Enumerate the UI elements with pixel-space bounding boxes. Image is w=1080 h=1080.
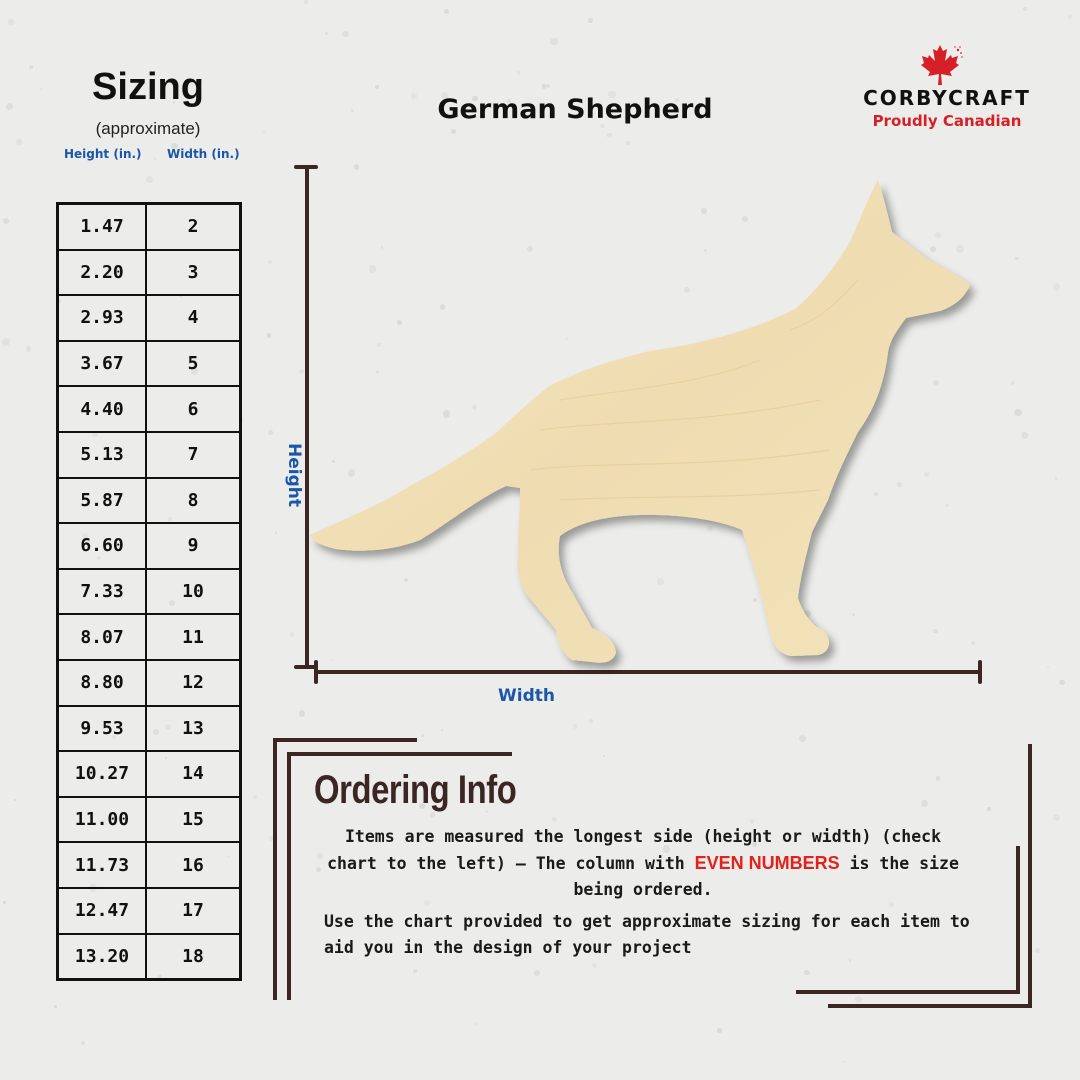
- size-row: [58, 842, 241, 888]
- height-value: 8.80: [58, 660, 147, 706]
- width-value: 3: [146, 250, 241, 296]
- ordering-info-title: Ordering Info: [314, 768, 517, 812]
- width-value: 14: [146, 751, 241, 797]
- width-column-header: Width (in.): [167, 147, 240, 161]
- height-value: 8.07: [58, 614, 147, 660]
- width-value: 7: [146, 432, 241, 478]
- width-value: 12: [146, 660, 241, 706]
- sizing-subtitle: (approximate): [95, 119, 201, 138]
- size-row: [58, 523, 241, 569]
- height-value: 13.20: [58, 934, 147, 980]
- german-shepherd-silhouette: [310, 180, 970, 663]
- size-row: [58, 569, 241, 615]
- width-value: 5: [146, 341, 241, 387]
- height-value: 4.40: [58, 386, 147, 432]
- even-numbers-highlight: EVEN NUMBERS: [694, 853, 840, 873]
- height-value: 7.33: [58, 569, 147, 615]
- width-value: 11: [146, 614, 241, 660]
- width-value: 6: [146, 386, 241, 432]
- height-value: 10.27: [58, 751, 147, 797]
- height-value: 12.47: [58, 888, 147, 934]
- sizing-title: Sizing: [92, 66, 204, 108]
- ordering-info-paragraph: [318, 824, 968, 903]
- height-value: 3.67: [58, 341, 147, 387]
- size-row: [58, 478, 241, 524]
- size-row: [58, 341, 241, 387]
- height-value: 11.00: [58, 797, 147, 843]
- size-row: [58, 888, 241, 934]
- size-row: [58, 432, 241, 478]
- width-value: 4: [146, 295, 241, 341]
- size-row: [58, 706, 241, 752]
- height-value: 2.20: [58, 250, 147, 296]
- size-row: [58, 250, 241, 296]
- height-value: 9.53: [58, 706, 147, 752]
- height-axis: [296, 167, 316, 667]
- ordering-instructions: Use the chart provided to get approximate sizing for each item to aid you in the design of your project: [324, 912, 970, 957]
- product-title: German Shepherd: [437, 94, 713, 125]
- wood-grain: [530, 280, 858, 500]
- height-value: 1.47: [58, 204, 147, 250]
- size-row: [58, 386, 241, 432]
- size-row: [58, 797, 241, 843]
- height-axis-label: Height: [284, 443, 304, 507]
- width-value: 8: [146, 478, 241, 524]
- height-value: 6.60: [58, 523, 147, 569]
- brand-tagline: Proudly Canadian: [872, 112, 1022, 130]
- size-row: [58, 751, 241, 797]
- maple-leaf-icon: [918, 44, 964, 86]
- width-value: 9: [146, 523, 241, 569]
- height-column-header: Height (in.): [64, 147, 142, 161]
- width-value: 17: [146, 888, 241, 934]
- size-row: [58, 204, 241, 250]
- size-row: [58, 934, 241, 980]
- width-value: 10: [146, 569, 241, 615]
- width-value: 13: [146, 706, 241, 752]
- brand-name: CORBYCRAFT: [863, 86, 1031, 110]
- width-axis: [316, 662, 980, 682]
- size-row: [58, 660, 241, 706]
- size-row: [58, 295, 241, 341]
- brand-logo: [852, 40, 1042, 140]
- height-value: 5.13: [58, 432, 147, 478]
- height-value: 2.93: [58, 295, 147, 341]
- height-value: 11.73: [58, 842, 147, 888]
- width-value: 15: [146, 797, 241, 843]
- height-value: 5.87: [58, 478, 147, 524]
- width-axis-label: Width: [498, 686, 555, 706]
- width-value: 16: [146, 842, 241, 888]
- ordering-text-before: Items are measured the longest side (height or width) (check chart to the left) – The column with: [327, 827, 942, 873]
- size-row: [58, 614, 241, 660]
- ordering-text-after: is the size being ordered.: [573, 854, 959, 899]
- size-table: [56, 202, 242, 981]
- width-value: 2: [146, 204, 241, 250]
- width-value: 18: [146, 934, 241, 980]
